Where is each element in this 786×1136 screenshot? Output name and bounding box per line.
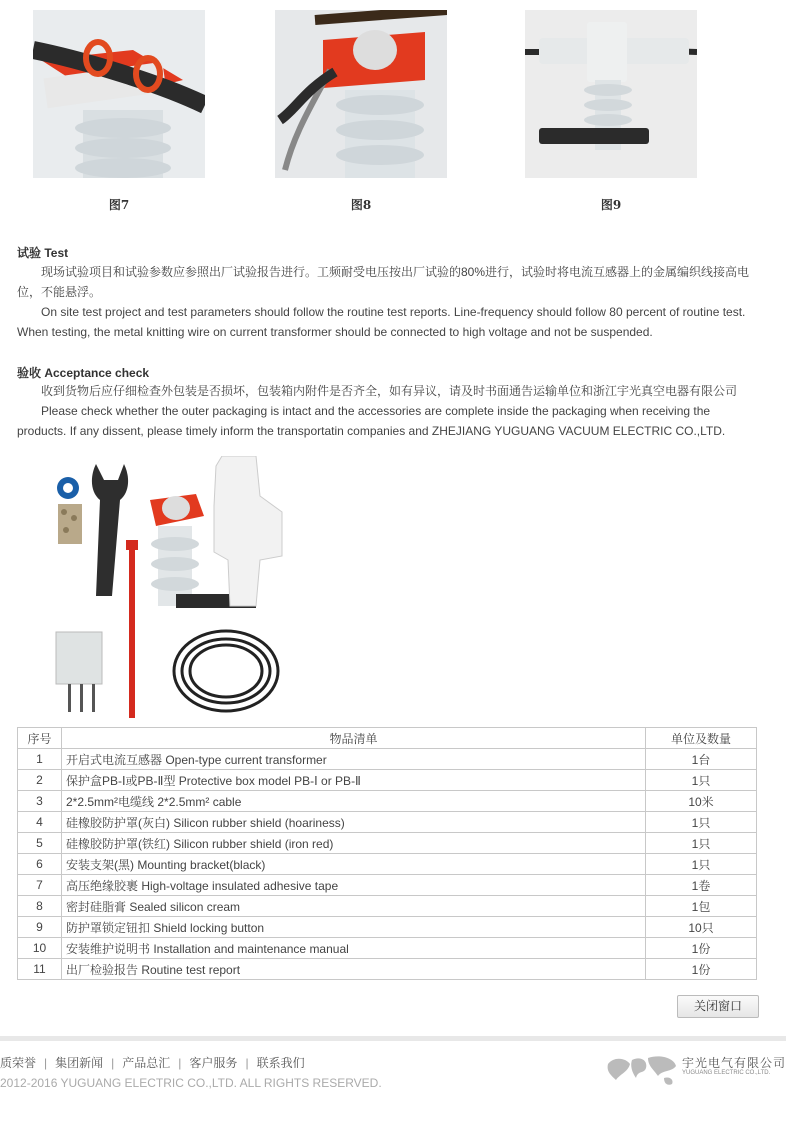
table-row [18,812,757,833]
items-table [17,727,757,980]
row-quantity: 10米 [646,791,757,812]
row-index: 2 [18,770,62,791]
row-item-name: 高压绝缘胶裹 High-voltage insulated adhesive tape [62,875,646,896]
row-quantity: 1份 [646,959,757,980]
row-quantity: 1包 [646,896,757,917]
acceptance-section-title: 验收 Acceptance check [17,366,150,380]
footer-separator: | [111,1056,115,1070]
row-item-name: 防护罩锁定钮扣 Shield locking button [62,917,646,938]
world-map-icon [604,1050,680,1090]
row-index: 1 [18,749,62,770]
figure-8-caption: 图8 [350,198,372,212]
figure-8-image [275,10,447,178]
footer-nav [0,1054,305,1071]
row-quantity: 10只 [646,917,757,938]
table-header-items: 物品清单 [62,728,646,749]
row-quantity: 1只 [646,770,757,791]
row-item-name: 2*2.5mm²电缆线 2*2.5mm² cable [62,791,646,812]
figure-9-caption: 图9 [600,198,622,212]
test-paragraph-en: On site test project and test parameters should follow the routine test reports. Line-frequency should follow 80 percent of routine test. When testing, the metal knitting wire on current transformer should be connected to high voltage and not be suspended. [17,305,746,339]
table-row [18,749,757,770]
table-row [18,791,757,812]
table-row [18,938,757,959]
figure-7-caption: 图7 [108,198,130,212]
table-row [18,959,757,980]
row-quantity: 1台 [646,749,757,770]
footer-separator: | [245,1056,249,1070]
acceptance-paragraph-cn: 收到货物后应仔细检查外包装是否损坏，包装箱内附件是否齐全，如有异议，请及时书面通告运输单位和浙江宇光真空电器有限公司 [41,384,738,398]
table-row [18,875,757,896]
row-index: 7 [18,875,62,896]
table-row [18,854,757,875]
acceptance-paragraph-en: Please check whether the outer packaging is intact and the accessories are complete inside the packaging when receiving the products. If any dissent, please timely inform the transportatin companies and ZHEJIANG YUGUANG VACUUM ELECTRIC CO.,LTD. [17,404,726,438]
row-quantity: 1只 [646,833,757,854]
figure-9-image [525,10,697,178]
table-row [18,833,757,854]
figure-7-image [33,10,205,178]
row-index: 8 [18,896,62,917]
figure-row [0,10,786,220]
table-header-quantity: 单位及数量 [646,728,757,749]
logo-company-subtitle: YUGUANG ELECTRIC CO.,LTD. [682,1070,771,1076]
row-quantity: 1卷 [646,875,757,896]
row-index: 6 [18,854,62,875]
row-item-name: 开启式电流互感器 Open-type current transformer [62,749,646,770]
close-window-button[interactable]: 关闭窗口 [677,995,759,1018]
company-logo [604,1050,786,1090]
row-index: 3 [18,791,62,812]
logo-company-name: 宇光电气有限公司 [682,1056,786,1070]
row-quantity: 1只 [646,854,757,875]
row-index: 11 [18,959,62,980]
footer-link-service[interactable]: 客户服务 [189,1056,238,1070]
row-quantity: 1份 [646,938,757,959]
test-paragraph-cn: 现场试验项目和试验参数应参照出厂试验报告进行。工频耐受电压按出厂试验的80%进行，试验时将电流互感器上的金属编织线接高电位，不能悬浮。 [17,265,750,299]
row-index: 10 [18,938,62,959]
row-item-name: 密封硅脂膏 Sealed silicon cream [62,896,646,917]
row-item-name: 出厂检验报告 Routine test report [62,959,646,980]
footer-separator: | [44,1056,48,1070]
footer-separator: | [178,1056,182,1070]
test-section-title: 试验 Test [17,246,69,260]
footer-link-products[interactable]: 产品总汇 [122,1056,171,1070]
table-header-row [18,728,757,749]
footer-link-honors[interactable]: 质荣誉 [0,1056,37,1070]
row-index: 4 [18,812,62,833]
row-item-name: 保护盒PB-Ⅰ或PB-Ⅱ型 Protective box model PB-Ⅰ or PB-Ⅱ [62,770,646,791]
row-item-name: 硅橡胶防护罩(灰白) Silicon rubber shield (hoariness) [62,812,646,833]
table-row [18,917,757,938]
footer-link-news[interactable]: 集团新闻 [55,1056,104,1070]
row-item-name: 安装维护说明书 Installation and maintenance manual [62,938,646,959]
row-index: 5 [18,833,62,854]
row-index: 9 [18,917,62,938]
table-header-index: 序号 [18,728,62,749]
row-quantity: 1只 [646,812,757,833]
table-row [18,896,757,917]
accessories-image [46,456,292,720]
row-item-name: 安装支架(黑) Mounting bracket(black) [62,854,646,875]
footer-divider [0,1036,786,1041]
row-item-name: 硅橡胶防护罩(铁红) Silicon rubber shield (iron red) [62,833,646,854]
table-row [18,770,757,791]
footer-link-contact[interactable]: 联系我们 [256,1056,305,1070]
copyright-text: 2012-2016 YUGUANG ELECTRIC CO.,LTD. ALL RIGHTS RESERVED. [0,1076,382,1090]
